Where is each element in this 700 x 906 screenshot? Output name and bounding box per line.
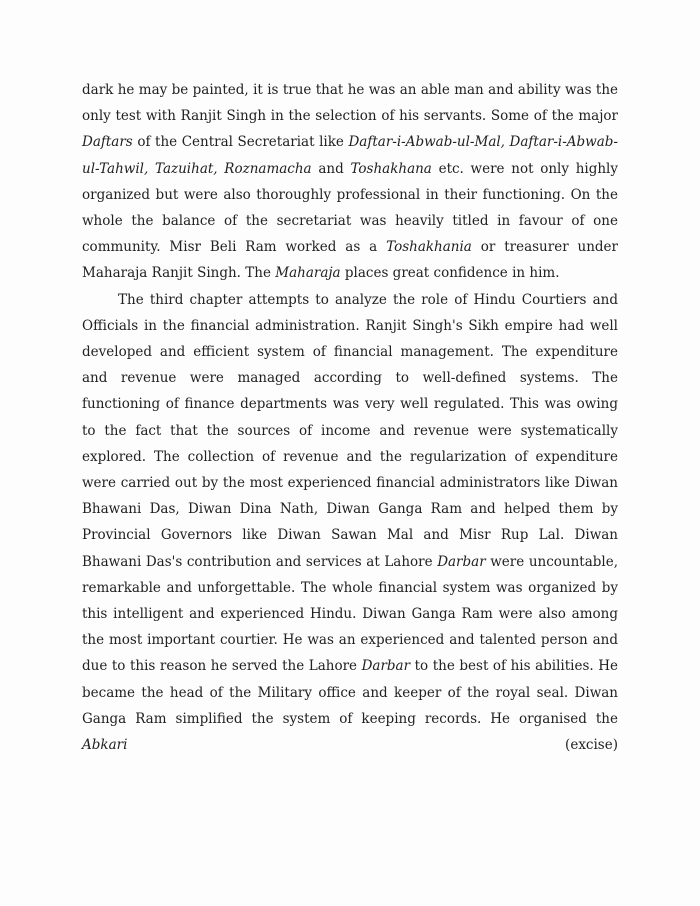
italic-run: Darbar: [437, 553, 486, 570]
text-run: were uncountable, remarkable and unforgettable. The whole financial system was organized by this intelligent and experienced Hindu. Diwan Ganga Ram were also among the most important courtier. He was an experienced and talented person and due to this reason he served the Lahore: [82, 553, 618, 675]
text-run: to the best of his abilities. He became the head of the Military office and keeper of the royal seal. Diwan Ganga Ram simplified the system of keeping records. He organised the: [82, 658, 618, 727]
italic-run: Daftars: [82, 134, 133, 151]
italic-run: Daftar-i-Abwab-ul-Mal, Daftar-i-Abwab-ul-Tahwil, Tazuihat, Roznamacha: [82, 134, 618, 177]
text-run: places great confidence in him.: [340, 265, 560, 282]
text-run: etc. were not only highly organized but were also thoroughly professional in their functioning. On the whole the balance of the secretariat was heavily titled in favour of one community. Misr Beli Ram worked as a: [82, 160, 619, 256]
paragraph: [82, 77, 618, 287]
text-run: or treasurer under Maharaja Ranjit Singh. The: [82, 239, 618, 282]
text-block: [82, 77, 618, 758]
text-run: dark he may be painted, it is true that he was an able man and ability was the only test with Ranjit Singh in the selection of his servants. Some of the major: [82, 82, 618, 125]
italic-run: Maharaja: [275, 265, 341, 282]
text-run: The third chapter attempts to analyze the role of Hindu Courtiers and Officials in the financial administration. Ranjit Singh's Sikh empire had well developed and efficient system of financial management. The expenditure and revenue were managed according to well-defined systems. The functioning of finance departments was very well regulated. This was owing to the fact that the sources of income and revenue were systematically explored. The collection of revenue and the regularization of expenditure were carried out by the most experienced financial administrators like Diwan Bhawani Das, Diwan Dina Nath, Diwan Ganga Ram and helped them by Provincial Governors like Diwan Sawan Mal and Misr Rup Lal. Diwan Bhawani Das's contribution and services at Lahore: [82, 291, 618, 570]
text-run: of the Central Secretariat like: [132, 134, 349, 151]
italic-run: Toshakhana: [350, 160, 432, 177]
paragraph: [82, 287, 618, 759]
italic-run: Darbar: [361, 658, 411, 675]
italic-run: Abkari: [82, 737, 128, 754]
text-run: and: [311, 160, 351, 177]
italic-run: Toshakhania: [386, 239, 472, 256]
text-run: (excise): [127, 737, 618, 754]
